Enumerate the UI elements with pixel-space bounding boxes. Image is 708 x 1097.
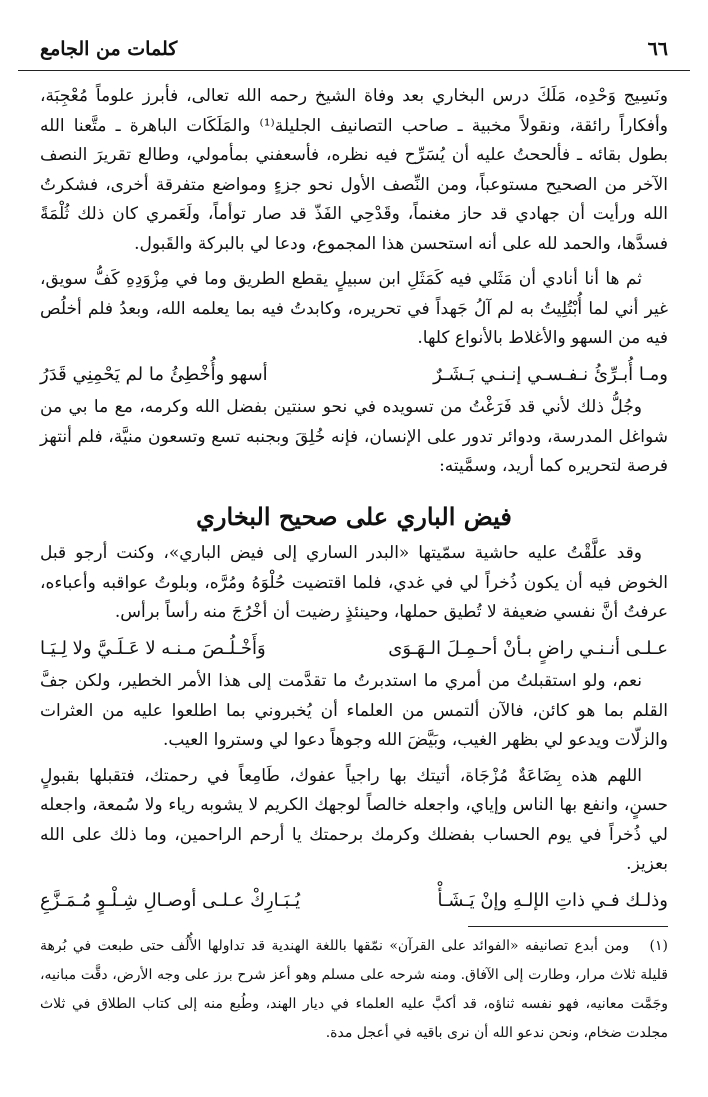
header-rule xyxy=(18,70,690,71)
paragraph: وقد علَّقْتُ عليه حاشية سمّيتها «البدر الساري إلى فيض الباري»، وكنت أرجو قبل الخوض فيه أن يكون ذُخراً لي في غدي، فلما اقتضيت حُلْوَهُ ومُرَّه، وبلوتُ عواقبه وأعباءه، عرفتُ أنَّ نفسي ضعيفة لا تُطيق حملها، وحينئذٍ رضيت أن أخْرُجَ منه رأساً برأس. xyxy=(40,543,668,622)
paragraph: ونَسِيج وَحْدِه، مَلَكَ درس البخاري بعد وفاة الشيخ رحمه الله تعالى، فأبرز علوماً مُعْجِبَة، وأفكاراً رائقة، ونقولاً مخبية ـ صاحب التصانيف الجليلة⁽¹⁾ والمَلَكَات الباهرة ـ متَّعنا الله بطول بقائه ـ فألححتُ عليه أن يُسَرِّح فيه نظره، فأسعفني بمأمولي، وطالع تقريرَ النصف الآخر من الصحيح مستوعباً، ومن النِّصف الأول نحو جزءٍ ومواضع متفرقة أخرى، فشكرتُ الله ورأيت أن جهادي قد حاز مغنماً، وقَدْحِي الفَذّ قد صار توأماً، ولَعَمري كان ذلك ثُلْمَةً فسدَّها، والحمد لله على أنه استحسن هذا المجموع، ودعا لي بالبركة والقَبول. xyxy=(40,86,668,254)
verse-line xyxy=(40,360,668,390)
main-text xyxy=(40,82,668,919)
section-title: فيض الباري على صحيح البخاري xyxy=(196,501,512,531)
running-header xyxy=(40,38,668,60)
verse-hemistich-left: وَأَخْـلُـصَ مـنـه لا عَـلَـيَّ ولا لِـيَـا xyxy=(40,637,266,659)
verse-hemistich-right: ومـا أُبـرِّئُ نـفـسـي إنـنـي بَـشَـرٌ xyxy=(433,363,668,385)
running-title: كلمات من الجامع xyxy=(40,38,178,60)
paragraph: وجُلُّ ذلك لأني قد فَرَغْتُ من تسويده في نحو سنتين بفضل الله وكرمه، مع ما بي من شواغل المدرسة، ودوائر تدور على الإنسان، فإنه خُلِقَ وبجنبه تسع وتسعون منيَّة، فلم أنتهز فرصة لتحريره كما أريد، وسمَّيته: xyxy=(40,397,668,476)
page-number: ٦٦ xyxy=(647,38,668,60)
footnote-number: (١) xyxy=(649,938,669,954)
footnote xyxy=(40,932,668,1048)
verse-hemistich-right: وذلـك فـي ذاتِ الإلـهِ وإنْ يَـشَـأْ xyxy=(437,889,668,911)
verse-hemistich-left: يُـبَـارِكْ عـلـى أوصـالِ شِـلْـوٍ مُـمَـزَّعِ xyxy=(40,889,301,911)
verse-hemistich-left: أسهو وأُخْطِئُ ما لم يَحْمِنِي قَدَرُ xyxy=(40,363,268,385)
verse-line xyxy=(40,886,668,916)
verse-line xyxy=(40,634,668,664)
paragraph: ثم ها أنا أنادي أن مَثَلي فيه كَمَثَلِ ابن سبيلٍ يقطع الطريق وما في مِزْوَدِهِ كَفُّ سويق، غير أني لما أُبْتُلِيتُ به لم آلُ جَهداً في تحريره، وكابدتُ فيه بما يعلمه الله، وبعدُ فلم أخلُص فيه من السهو والأغلاط بالأنواع كلها. xyxy=(40,269,668,348)
paragraph: اللهم هذه بِضَاعَةٌ مُزْجَاة، أتيتك بها راجياً عفوك، طَامِعاً في رحمتك، فتقبلها بقبولٍ حسنٍ، وانفع بها الناس وإياي، واجعله خالصاً لوجهك الكريم لا يشوبه رياء ولا سُمعة، واجعله لي ذُخراً في يوم الحساب بفضلك وكرمك برحمتك يا أرحم الراحمين، وما ذلك على الله بعزيز. xyxy=(40,765,668,874)
footnote-rule xyxy=(468,926,668,927)
paragraph: نعم، ولو استقبلتُ من أمري ما استدبرتُ ما تقدَّمت إلى هذا الأمر الخطير، ولكن جفَّ القلم بما هو كائن، فالآن ألتمس من العلماء أن يُخبروني بما اطلعوا عليه من العثرات والزلّات ويدعو لي بظهر الغيب، وبَيَّضَ الله وجوهاً دعوا لي وستروا العيب. xyxy=(40,671,668,750)
footnote-text: ومن أبدع تصانيفه «الفوائد على القرآن» نمّقها باللغة الهندية قد تداولها الأُلُف حتى طبعت في بُرهة قليلة ثلاث مرار، وطارت إلى الآفاق. ومنه شرحه على مسلم وهو أعز شرح برز على وجه الأرض، دقَّت مبانيه، وجَمَّت معانيه، فهو نفسه ثناؤه، قد أكبَّ عليه العلماء في ديار الهند، وطُبع منه إلى كتاب الطلاق في ثلاث مجلدت ضخام، ونحن ندعو الله أن نرى باقيه في أعجل مدة. xyxy=(40,938,668,1041)
verse-hemistich-right: عـلـى أنـنـي راضٍ بـأنْ أحـمِـلَ الـهَـوَى xyxy=(388,637,668,659)
